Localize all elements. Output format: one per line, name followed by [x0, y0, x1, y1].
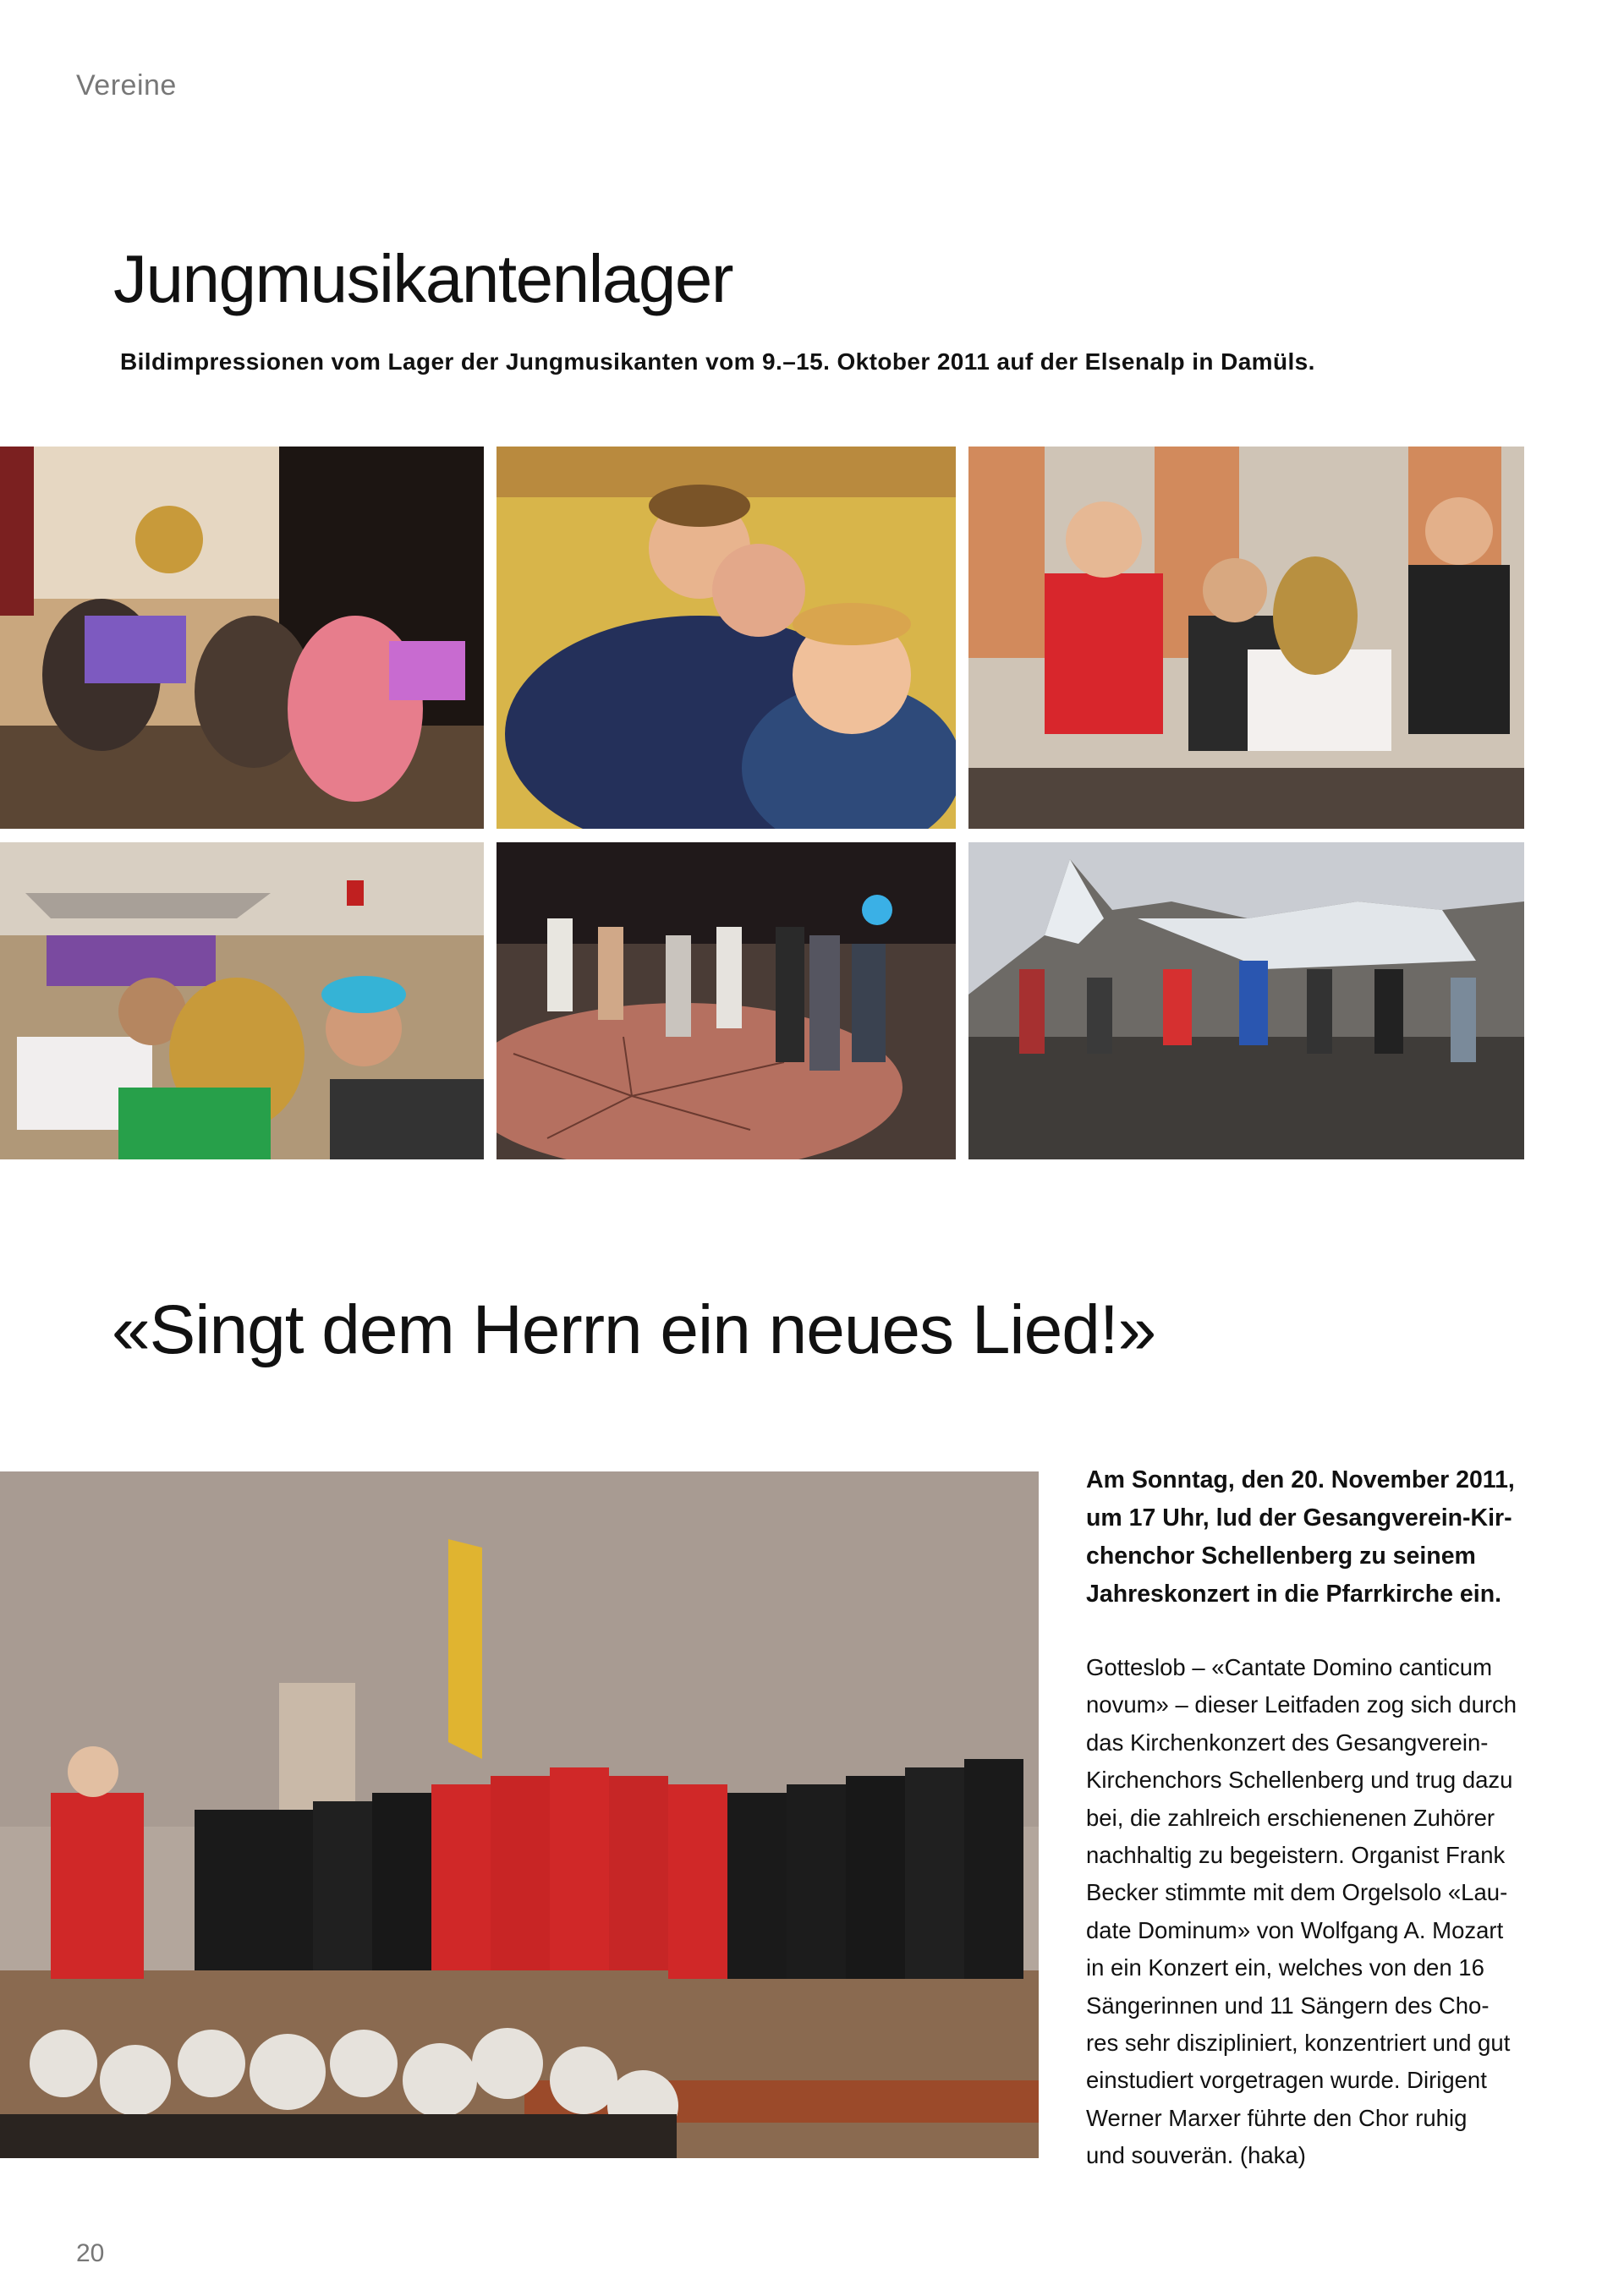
page-number: 20 [76, 2239, 105, 2267]
photo-trumpet-players [968, 447, 1524, 829]
body-line: einstudiert vorgetragen wurde. Dirigent [1086, 2067, 1487, 2094]
article-intro [1086, 1461, 1534, 1614]
body-line: Werner Marxer führte den Chor ruhig [1086, 2104, 1468, 2131]
photo-band-rehearsal [0, 447, 484, 829]
article-title-singt-dem-herrn: «Singt dem Herrn ein neues Lied!» [112, 1291, 1156, 1368]
photo-boys-thumbs-up [497, 447, 956, 829]
article-subtitle: Bildimpressionen vom Lager der Jungmusikanten vom 9.–15. Oktober 2011 auf der Elsenalp in Damüls. [120, 348, 1315, 375]
body-line: date Dominum» von Wolfgang A. Mozart [1086, 1916, 1504, 1943]
body-line: novum» – dieser Leitfaden zog sich durch [1086, 1691, 1517, 1718]
body-line: und souverän. (haka) [1086, 2142, 1306, 2169]
article-body [1086, 1649, 1534, 2175]
body-line: Sängerinnen und 11 Sängern des Cho- [1086, 1992, 1490, 2019]
body-line: Kirchenchors Schellenberg und trug dazu [1086, 1767, 1513, 1794]
body-line: nachhaltig zu begeistern. Organist Frank [1086, 1842, 1506, 1869]
photo-mountain-group [968, 842, 1524, 1159]
intro-line: chenchor Schellenberg zu seinem [1086, 1543, 1476, 1570]
body-line: Becker stimmte mit dem Orgelsolo «Lau- [1086, 1879, 1508, 1906]
photo-brass-rehearsal [0, 842, 484, 1159]
section-label: Vereine [76, 69, 177, 101]
body-line: Gotteslob – «Cantate Domino canticum [1086, 1654, 1492, 1680]
article-title-jungmusikantenlager: Jungmusikantenlager [113, 241, 732, 316]
body-line: bei, die zahlreich erschienenen Zuhörer [1086, 1804, 1495, 1831]
photo-evening-circle [497, 842, 956, 1159]
intro-line: Am Sonntag, den 20. November 2011, [1086, 1466, 1515, 1493]
body-line: in ein Konzert ein, welches von den 16 [1086, 1954, 1484, 1981]
intro-line: Jahreskonzert in die Pfarrkirche ein. [1086, 1581, 1502, 1608]
body-line: res sehr diszipliniert, konzentriert und gut [1086, 2030, 1511, 2057]
photo-choir-concert [0, 1471, 1039, 2158]
intro-line: um 17 Uhr, lud der Gesangverein-Kir- [1086, 1504, 1512, 1532]
body-line: das Kirchenkonzert des Gesangverein- [1086, 1729, 1489, 1756]
